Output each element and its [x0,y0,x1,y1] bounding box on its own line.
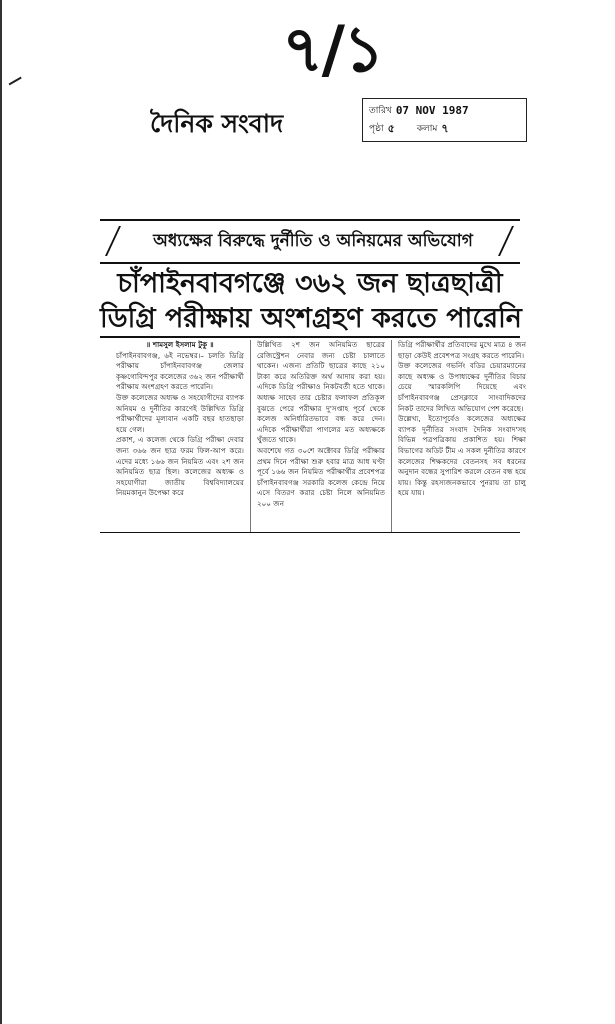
handwritten-file-number: ৭/১ [282,12,383,87]
kicker-bottom-rule [100,262,520,264]
article-byline: ॥ শামসুল ইসলাম টুকু ॥ [146,340,214,349]
col3-paragraph-1: ডিগ্রি পরীক্ষার্থীর প্রতিবাদের মুখে মাত্র ৪ জন ছাড়া কেউই প্রবেশপত্র সংগ্রহ করতে পারেনি। [398,340,526,360]
newspaper-masthead: দৈনিক সংবাদ [150,109,284,138]
clipping-date-stamp [362,98,527,142]
col3-paragraph-2: উক্ত কলেজের গভর্নিং বডির চেয়ারম্যানের কাছে অধ্যক্ষ ও উপাধ্যক্ষের দুর্নীতির বিচার চেয়ে স্মারকলিপি দিয়েছে এবং চাঁপাইনবাবগঞ্জ প্রেসক্লাবে সাংবাদিকদের নিকট তাদের লিখিত অভিযোগ পেশ করেছে। [398,361,526,413]
stamp-column-label: কলাম [416,124,438,134]
col1-paragraph-2: উক্ত কলেজের অধ্যক্ষ ও সহযোগীদের ব্যাপক অনিয়ম ও দুর্নীতির কারণেই উল্লিখিত ডিগ্রি পরীক্ষার্থীদের মূল্যবান একটি বছর হাতছাড়া হয়ে গেল। [116,392,244,434]
column-divider [250,340,251,532]
headline-rule [100,336,520,338]
article-column-2 [257,340,385,532]
col3-paragraph-3: উল্লেখ্য, ইতোপূর্বেও কলেজের অধ্যক্ষের ব্যাপক দুর্নীতির সংবাদ দৈনিক সংবাদ'সহ বিভিন্ন পত্রপত্রিকায় প্রকাশিত হয়। শিক্ষা বিভাগের অডিট টীম এ সকল দুর্নীতির কারণে কলেজের শিক্ষকদের বেতনসহ সব ধরনের অনুদান বন্ধের সুপারিশ করলে বেতন বন্ধ হয়ে যায়। কিন্তু রহস্যজনকভাবে পুনরায় তা চালু হয়ে যায়। [398,414,526,498]
stamp-column-value: ৭ [441,122,449,135]
stamp-page-label: পৃষ্ঠা [369,124,384,134]
stamp-page-value: ৫ [387,122,395,135]
col1-paragraph-3: প্রকাশ, এ কলেজ থেকে ডিগ্রি পরীক্ষা দেবার জন্য ৩৬৬ জন ছাত্র ফরম ফিল-আপ করে। এদের মধ্যে ১৬৬ জন নিয়মিত এবং ২শ জন অনিয়মিত ছাত্র ছিল। কলেজের অধ্যক্ষ ও সহযোগীরা জাতীয় বিশ্ববিদ্যালয়ের নিয়মকানুন উপেক্ষা করে [116,435,244,498]
article-body [116,340,526,532]
article-column-3 [398,340,526,532]
headline-line-1: চাঁপাইনবাবগঞ্জে ৩৬২ জন ছাত্রছাত্রী [117,268,503,299]
column-divider [391,340,392,532]
pen-mark [9,77,22,85]
col1-paragraph-1: চাঁপাইনবাবগঞ্জ, ৬ই নভেম্বর।– চলতি ডিগ্রি পরীক্ষায় চাঁপাইনবাবগঞ্জ জেলার কৃষ্ণগোবিন্দপুর কলেজের ৩৬২ জন পরীক্ষার্থী পরীক্ষায় অংশগ্রহণ করতে পারেনি। [116,350,244,392]
article-headline [100,266,520,336]
kicker-top-rule [100,219,520,221]
col2-paragraph-1: উল্লিখিত ২শ জন অনিয়মিত ছাত্রের রেজিস্ট্রেশন নেবার জন্য চেষ্টা চালাতে থাকেন। এজন্য প্রতিটি ছাত্রের কাছে ২১০ টাকা করে অতিরিক্ত অর্থ আদায় করা হয়। এদিকে ডিগ্রি পরীক্ষাও নিকটবর্তী হতে থাকে। অধ্যক্ষ সাহেব তার চেষ্টার ফলাফল প্রতিকূল বুঝতে পেরে পরীক্ষার দু'সপ্তাহ পূর্বে থেকে কলেজ অনির্ধারিতভাবে বন্ধ করে দেন। এদিকে পরীক্ষার্থীরা পাগলের মত অধ্যক্ষকে খুঁজতে থাকে। [257,340,385,445]
headline-line-2: ডিগ্রি পরীক্ষায় অংশগ্রহণ করতে পারেনি [100,303,522,334]
stamp-date-value: 07 NOV 1987 [395,104,469,117]
scan-left-edge [0,0,2,1024]
stamp-date-label: তারিখ [369,106,392,116]
article-column-1 [116,340,244,532]
article-bottom-rule [100,532,520,533]
col2-paragraph-2: অবশেষে গত ৩০শে অক্টোবর ডিগ্রি পরীক্ষার প্রথম দিনে পরীক্ষা শুরু হবার মাত্র আধ ঘণ্টা পূর্বে ১৬৬ জন নিয়মিত পরীক্ষার্থীর প্রবেশপত্র চাঁপাইনবাবগঞ্জ সরকারি কলেজ কেন্দ্রে নিয়ে এসে বিতরণ করার চেষ্টা নিলে অনিয়মিত ২০০ জন [257,445,385,508]
article-kicker: অধ্যক্ষের বিরুদ্ধে দুর্নীতি ও অনিয়মের অভিযোগ [153,231,473,251]
